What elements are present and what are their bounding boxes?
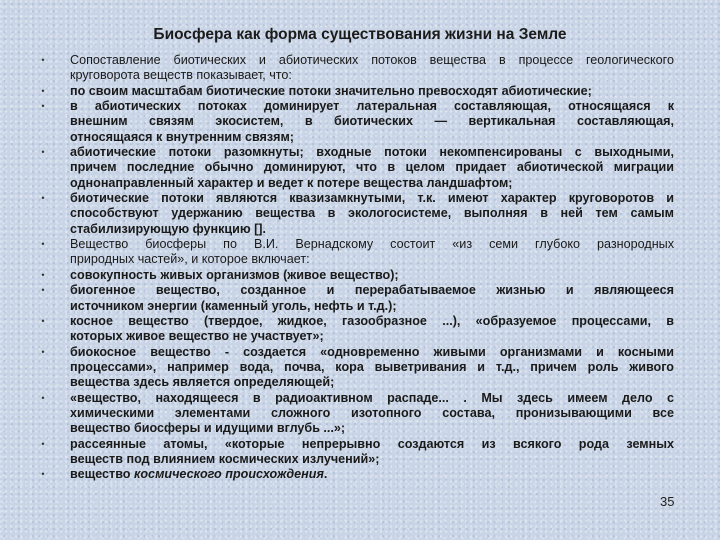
- line-end-punctuation: .: [323, 467, 328, 482]
- line-text: [70, 114, 674, 129]
- line-text: [70, 160, 674, 175]
- line-text-span: биокосное вещество - создается «одновременно живыми организмами и косными: [70, 344, 674, 359]
- text-line: [36, 252, 678, 267]
- line-text: [70, 406, 674, 421]
- line-text-span: совокупность живых организмов (живое вещество);: [70, 267, 399, 282]
- bullet-icon: •: [41, 101, 45, 112]
- line-text-span: природных частей», и которое включает:: [70, 252, 310, 267]
- line-text: [70, 191, 674, 206]
- bullet-icon: •: [41, 315, 45, 326]
- line-text: [70, 268, 674, 283]
- text-line: [36, 176, 678, 191]
- text-line: [36, 467, 678, 482]
- line-text: [70, 206, 674, 221]
- bullet-icon: •: [41, 269, 45, 280]
- text-line: [36, 283, 678, 298]
- text-line: [36, 360, 678, 375]
- bullet-icon: •: [41, 346, 45, 357]
- page-number: 35: [660, 494, 675, 509]
- text-line: [36, 299, 678, 314]
- line-text: [70, 360, 674, 375]
- line-text: [70, 130, 674, 145]
- line-text-span: относящаяся к внутренним связям;: [70, 129, 295, 144]
- line-text-span: способствуют удержанию вещества в экологосистеме, выполняя в ней тем самым: [70, 206, 674, 221]
- line-text: [70, 375, 674, 390]
- line-text: [70, 421, 674, 436]
- line-text: [70, 329, 674, 344]
- line-text-span: внешним связям экосистем, в биотических — вертикальная составляющая,: [70, 114, 674, 129]
- line-text: [70, 53, 674, 68]
- line-text-span: химическими элементами сложного изотопного состава, пронизывающими все: [70, 405, 674, 420]
- text-line: [36, 206, 678, 221]
- line-text: [70, 283, 674, 298]
- text-line: [36, 375, 678, 390]
- bullet-icon: •: [41, 392, 45, 403]
- line-text-span: Вещество биосферы по В.И. Вернадскому состоит «из семи глубоко разнородных: [70, 237, 674, 252]
- line-text: [70, 299, 674, 314]
- italic-phrase: космического происхождения: [133, 467, 324, 482]
- text-line: [36, 237, 678, 252]
- bullet-icon: •: [41, 193, 45, 204]
- text-line: [36, 222, 678, 237]
- line-text: [70, 237, 674, 252]
- line-text-span: по своим масштабам биотические потоки значительно превосходят абиотические;: [70, 83, 592, 98]
- text-line: [36, 68, 678, 83]
- line-text-span: источником энергии (каменный уголь, нефть и т.д.);: [70, 298, 397, 313]
- bullet-icon: •: [41, 147, 45, 158]
- line-text: [70, 391, 674, 406]
- text-line: [36, 99, 678, 114]
- line-text: [70, 314, 674, 329]
- line-text-span: косное вещество (твердое, жидкое, газообразное ...), «образуемое процессами, в: [70, 313, 674, 328]
- text-line: [36, 452, 678, 467]
- text-line: [36, 130, 678, 145]
- line-text-span: в абиотических потоках доминирует латеральная составляющая, относящаяся к: [70, 99, 674, 114]
- text-line: [36, 145, 678, 160]
- line-text-span: биогенное вещество, созданное и перерабатываемое жизнью и являющееся: [70, 283, 674, 298]
- text-line: [36, 53, 678, 68]
- bullet-list: [36, 53, 678, 483]
- line-text-span: которых живое вещество не участвует»;: [70, 329, 324, 344]
- bullet-icon: •: [41, 285, 45, 296]
- line-text: [70, 145, 674, 160]
- line-text-span: вещества здесь является определяющей;: [70, 375, 335, 390]
- bullet-icon: •: [41, 239, 45, 250]
- line-text-span: биотические потоки являются квазизамкнутыми, т.к. имеют характер круговоротов и: [70, 191, 674, 206]
- line-text: [70, 467, 674, 482]
- line-text-span: вещество: [70, 467, 134, 482]
- line-text-span: веществ под влиянием космических излучений»;: [70, 451, 380, 466]
- line-text-span: стабилизирующую функцию [].: [70, 221, 267, 236]
- line-text-span: Сопоставление биотических и абиотических потоков вещества в процессе геологического: [70, 53, 674, 67]
- line-text-span: вещество биосферы и идущими вглубь ...»;: [70, 421, 346, 436]
- line-text: [70, 252, 674, 267]
- line-text-span: абиотические потоки разомкнуты; входные потоки некомпенсированы с выходными,: [70, 145, 674, 160]
- bullet-icon: •: [41, 438, 45, 449]
- line-text: [70, 68, 674, 83]
- text-line: [36, 314, 678, 329]
- line-text-span: процессами», например вода, почва, кора выветривания и т.д., причем роль живого: [70, 359, 674, 374]
- line-text: [70, 176, 674, 191]
- bullet-icon: •: [41, 55, 45, 65]
- line-text-span: рассеянные атомы, «которые непрерывно создаются из всякого рода земных: [70, 436, 674, 451]
- bullet-icon: •: [41, 469, 45, 480]
- text-line: [36, 114, 678, 129]
- text-line: [36, 84, 678, 99]
- text-line: [36, 406, 678, 421]
- line-text: [70, 84, 674, 99]
- text-line: [36, 391, 678, 406]
- line-text: [70, 437, 674, 452]
- line-text: [70, 452, 674, 467]
- line-text-span: «вещество, находящееся в радиоактивном распаде... . Мы здесь имеем дело с: [70, 390, 674, 405]
- line-text: [70, 222, 674, 237]
- line-text: [70, 345, 674, 360]
- text-line: [36, 268, 678, 283]
- text-line: [36, 437, 678, 452]
- line-text-span: причем последние обычно доминируют, что в целом придает абиотической миграции: [70, 160, 674, 175]
- text-line: [36, 160, 678, 175]
- text-line: [36, 421, 678, 436]
- bullet-icon: •: [41, 85, 45, 96]
- line-text-span: однонаправленный характер и ведет к потере вещества ландшафтом;: [70, 175, 513, 190]
- text-line: [36, 329, 678, 344]
- text-line: [36, 191, 678, 206]
- line-text: [70, 99, 674, 114]
- slide-title: Биосфера как форма существования жизни на Земле: [153, 26, 567, 43]
- text-line: [36, 345, 678, 360]
- line-text-span: круговорота веществ показывает, что:: [70, 68, 292, 83]
